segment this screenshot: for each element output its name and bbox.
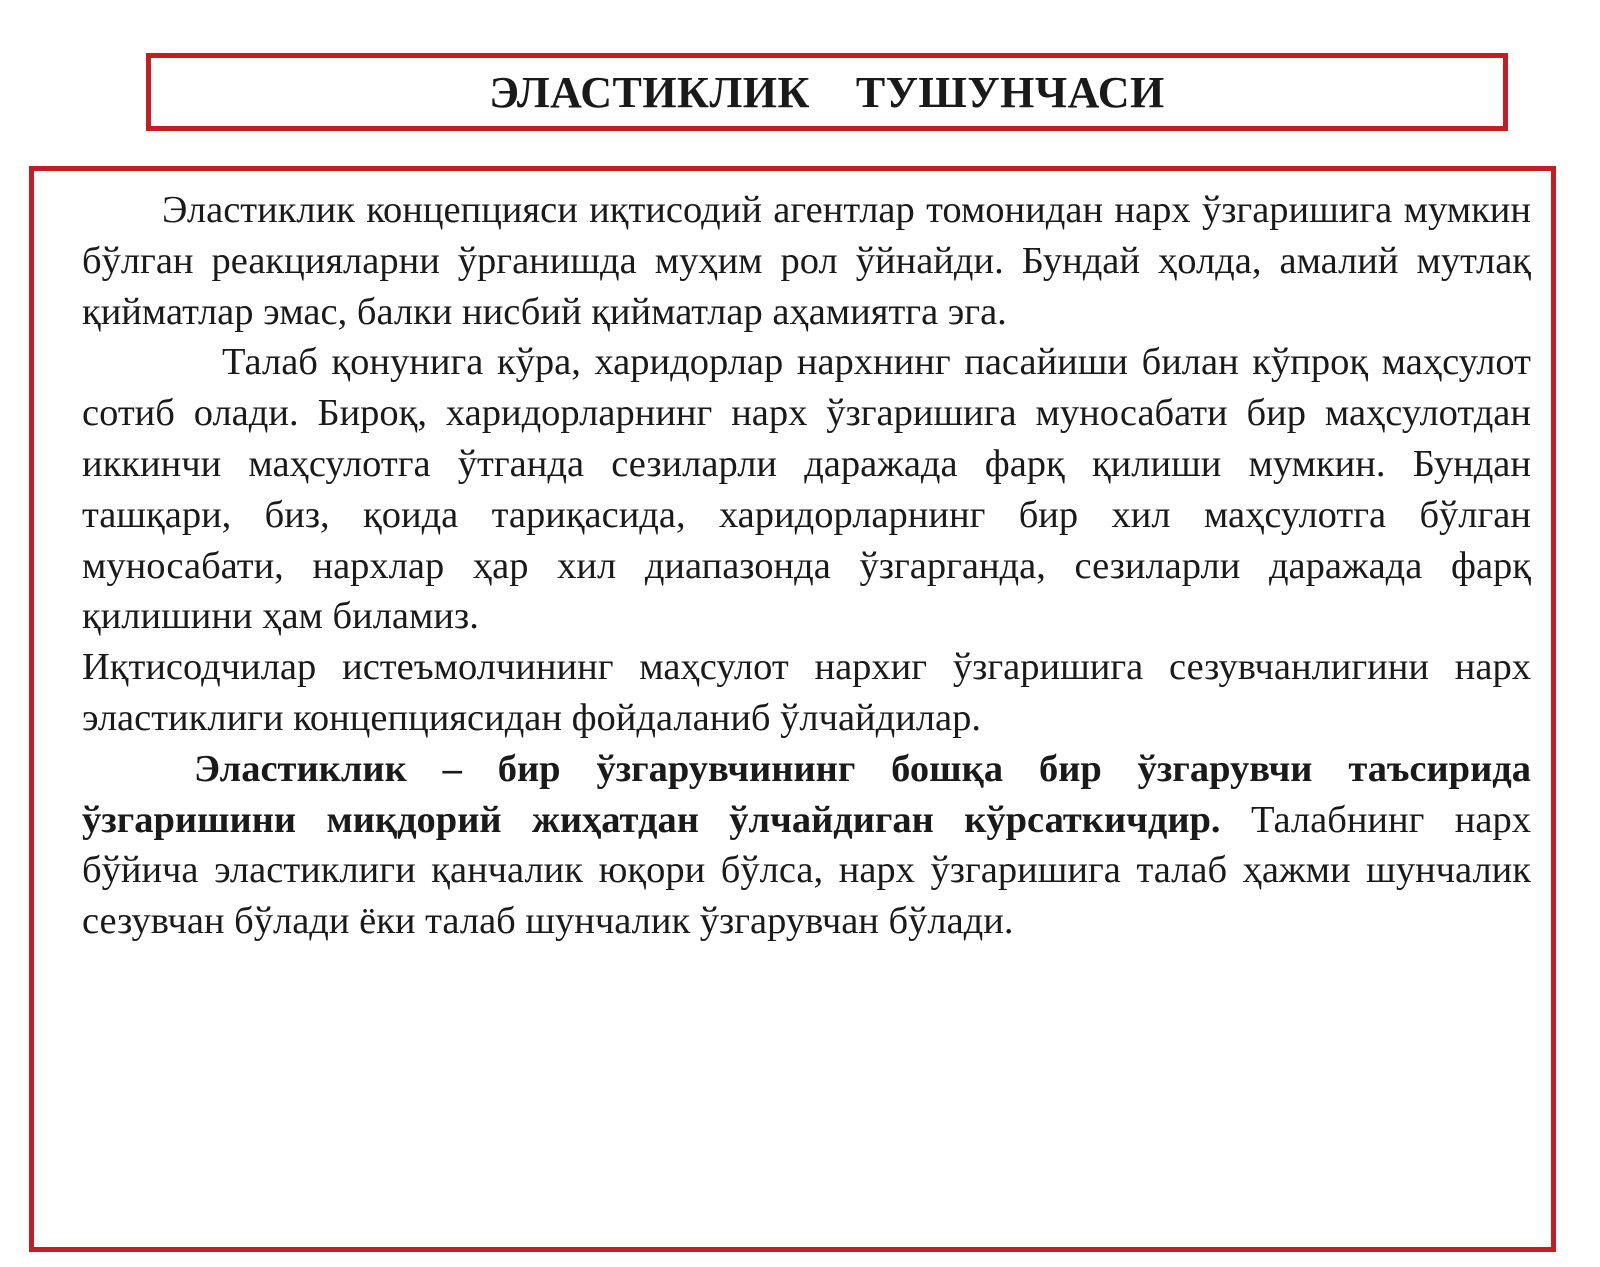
page-title: ЭЛАСТИКЛИК ТУШУНЧАСИ bbox=[489, 67, 1165, 117]
content-frame bbox=[29, 166, 1556, 1252]
paragraph-economists: Иқтисодчилар истеъмолчининг маҳсулот нархиг ўзгаришига сезувчанлигини нарх эластиклиги концепциясидан фойдаланиб ўлчайдилар. bbox=[82, 646, 1531, 739]
paragraph-intro: Эластиклик концепцияси иқтисодий агентлар томонидан нарх ўзгаришига мумкин бўлган реакцияларни ўрганишда муҳим рол ўйнайди. Бундай ҳолда, амалий мутлақ қийматлар эмас, балки нисбий қийматлар аҳамиятга эга. bbox=[82, 189, 1531, 333]
title-frame bbox=[146, 53, 1508, 131]
paragraph-demand-law: Талаб қонунига кўра, харидорлар нархнинг пасайиши билан кўпроқ маҳсулот сотиб олади. Бироқ, харидорларнинг нарх ўзгаришига муносабати бир маҳсулотдан иккинчи маҳсулотга ўтганда сезиларли даражада фарқ қилиши мумкин. Бундан ташқари, биз, қоида тариқасида, харидорларнинг бир хил маҳсулотга бўлган муносабати, нархлар ҳар хил диапазонда ўзгарганда, сезиларли даражада фарқ қилишини ҳам биламиз. bbox=[82, 341, 1531, 638]
definition-bold-text: Эластиклик – бир ўзгарувчининг бошқа бир ўзгарувчи таъсирида ўзгаришини миқдорий жиҳатдан ўлчайдиган кўрсаткичдир. bbox=[82, 747, 1531, 841]
paragraph-definition bbox=[82, 744, 1531, 947]
definition-rest-text: Талабнинг нарх бўйича эластиклиги қанчалик юқори бўлса, нарх ўзгаришига талаб ҳажми шунчалик сезувчан бўлади ёки талаб шунчалик ўзгарувчан бўлади. bbox=[82, 798, 1531, 943]
